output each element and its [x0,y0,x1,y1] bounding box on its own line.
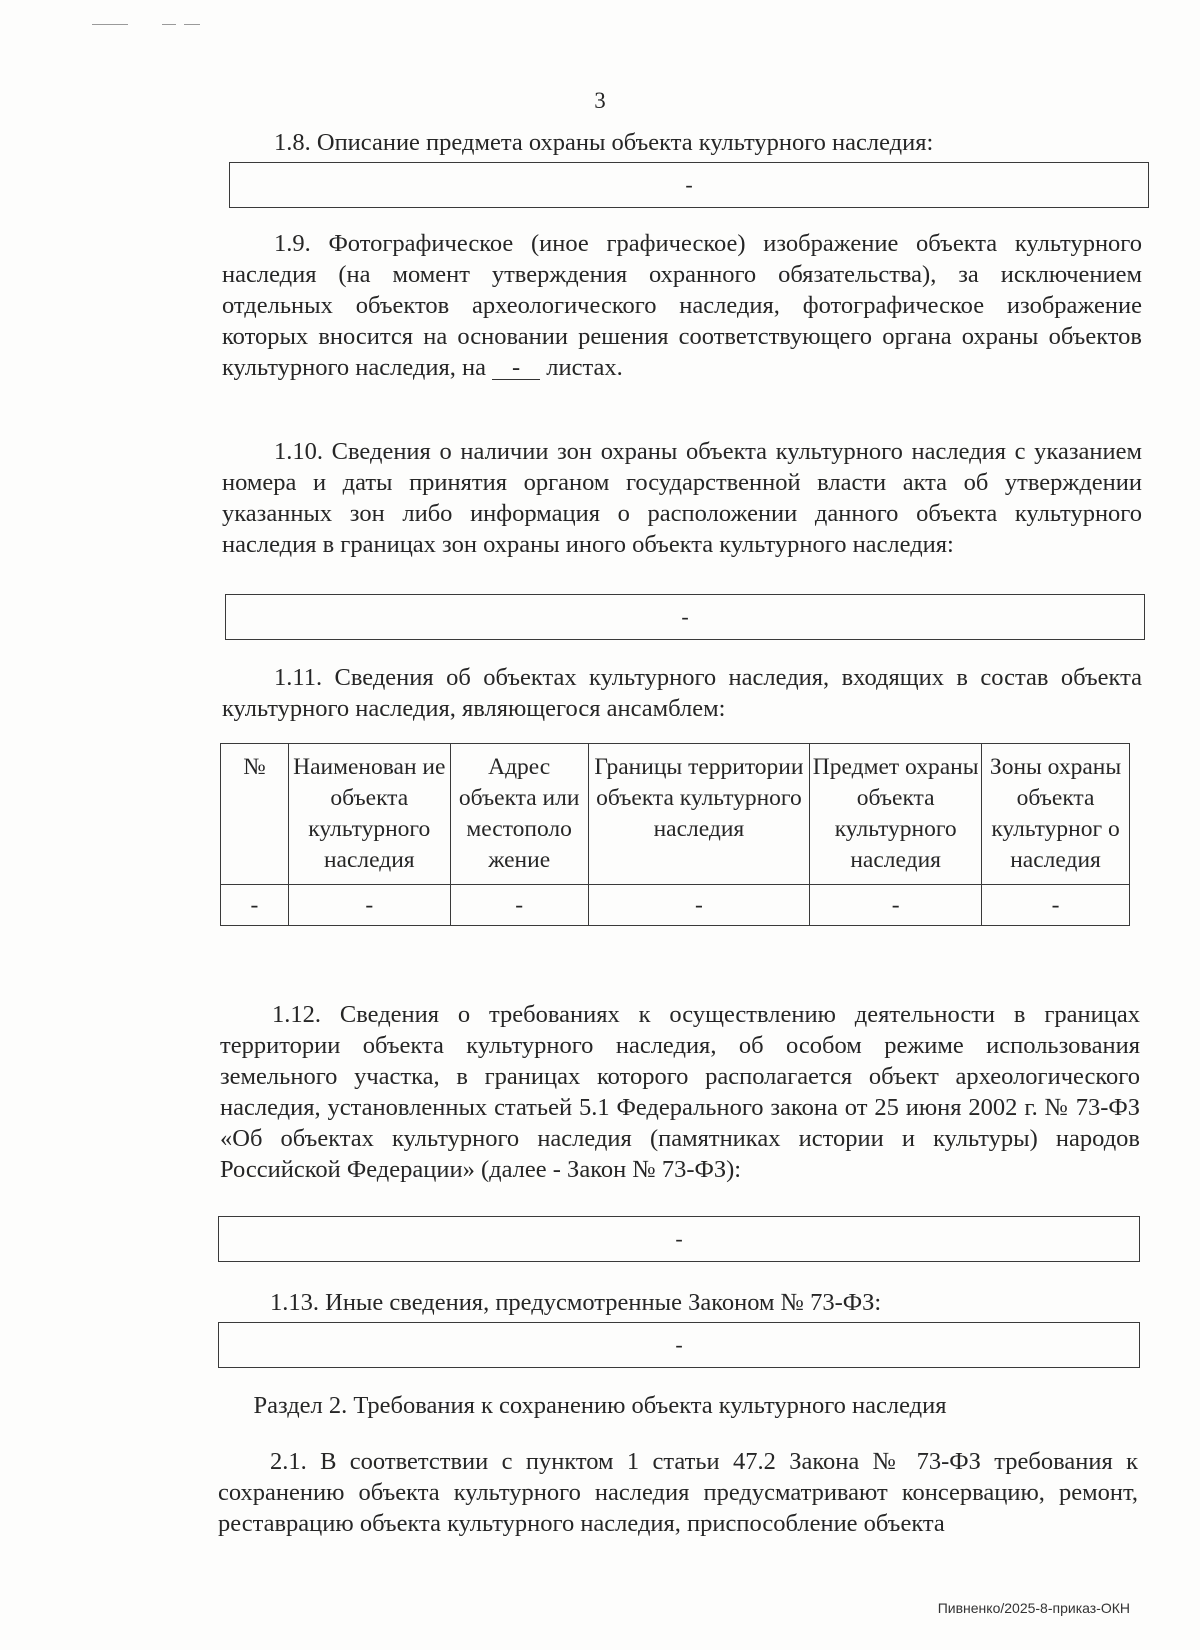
table-cell: - [588,885,810,926]
section-1-12-label: 1.12. Сведения о требованиях к осуществлению деятельности в границах территории объекта культурного наследия, об особом режиме использования земельного участка, в границах которого располагается объект археологического наследия, установленных статьей 5.1 Федерального закона от 25 июня 2002 г. № 73-ФЗ «Об объектах культурного наследия (памятниках истории и культуры) народов Российской Федерации» (далее - Закон № 73-ФЗ): [220,1001,1140,1183]
section-1-12-value-box [218,1216,1140,1262]
section-1-8-value-box [229,162,1149,208]
section-1-8-label: 1.8. Описание предмета охраны объекта культурного наследия: [274,129,934,156]
table-cell: - [288,885,450,926]
table-cell: - [450,885,588,926]
table-cell: - [221,885,289,926]
section-1-13-value-box [218,1322,1140,1368]
section-2-title: Раздел 2. Требования к сохранению объекта культурного наследия [253,1392,947,1419]
scan-artifact [92,24,128,25]
section-2-1-paragraph: 2.1. В соответствии с пунктом 1 статьи 47.2 Закона № 73-ФЗ требования к сохранению объекта культурного наследия предусматривают консервацию, ремонт, реставрацию объекта культурного наследия, приспособление объекта [218,1448,1138,1537]
section-1-13-value: - [675,1332,683,1357]
section-1-12-value: - [675,1226,683,1251]
section-1-9-paragraph: 1.9. Фотографическое (иное графическое) изображение объекта культурного наследия (на момент утверждения охранного обязательства), за исключением отдельных объектов археологического наследия, фотографическое изображение которых вносится на основании решения соответствующего органа охраны объектов культурного наследия, на - листах. [222,230,1142,381]
sheets-count-blank: - [492,357,540,380]
table-header-cell: Адрес объекта или местополо жение [450,744,588,885]
document-footer-code: Пивненко/2025-8-приказ-ОКН [937,1600,1130,1616]
table-cell: - [982,885,1130,926]
table-header-cell: Наименован ие объекта культурного наследия [288,744,450,885]
section-1-10-value: - [681,604,689,629]
scan-artifact [184,24,200,25]
section-1-13-label: 1.13. Иные сведения, предусмотренные Законом № 73-ФЗ: [270,1289,882,1316]
table-header-cell: Зоны охраны объекта культурног о наследия [982,744,1130,885]
section-1-10-label: 1.10. Сведения о наличии зон охраны объекта культурного наследия с указанием номера и даты принятия органом государственной власти акта об утверждении указанных зон либо информация о расположении данного объекта культурного наследия в границах зон охраны иного объекта культурного наследия: [222,438,1142,558]
table-header-row [221,744,1130,885]
table-header-cell: Предмет охраны объекта культурного наследия [810,744,982,885]
scan-artifact [162,24,176,25]
table-row [221,885,1130,926]
section-1-11-label: 1.11. Сведения об объектах культурного наследия, входящих в состав объекта культурного наследия, являющегося ансамблем: [222,664,1142,722]
section-1-8-value: - [685,172,693,197]
page-number: 3 [594,88,606,113]
ensemble-objects-table [220,743,1130,926]
table-header-cell: № [221,744,289,885]
table-header-cell: Границы территории объекта культурного наследия [588,744,810,885]
table-cell: - [810,885,982,926]
section-1-10-value-box [225,594,1145,640]
